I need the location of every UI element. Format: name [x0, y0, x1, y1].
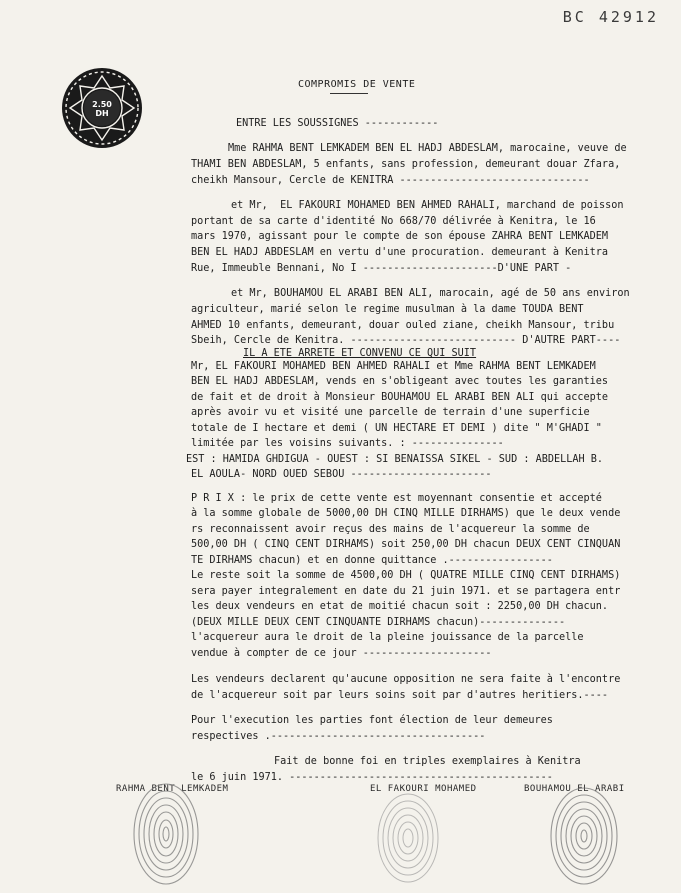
text-line: cheikh Mansour, Cercle de KENITRA -------------------------------: [191, 175, 590, 186]
text-line: rs reconnaissent avoir reçus des mains de l'acquereur la somme de: [191, 524, 590, 535]
text-line: 500,00 DH ( CINQ CENT DIRHAMS) soit 250,00 DH chacun DEUX CENT CINQUAN: [191, 539, 621, 550]
text-line: à la somme globale de 5000,00 DH CINQ MILLE DIRHAMS) que le deux vende: [191, 508, 621, 519]
text-line: et Mr, BOUHAMOU EL ARABI BEN ALI, marocain, agé de 50 ans environ: [231, 288, 630, 299]
text-line: limitée par les voisins suivants. : ---------------: [191, 438, 504, 449]
text-line: Rue, Immeuble Bennani, No I ----------------------D'UNE PART -: [191, 263, 572, 274]
text-line: totale de I hectare et demi ( UN HECTARE ET DEMI ) dite " M'GHADI ": [191, 423, 602, 434]
text-line: THAMI BEN ABDESLAM, 5 enfants, sans profession, demeurant douar Zfara,: [191, 159, 621, 170]
fingerprint-icon: [546, 782, 622, 890]
text-line: Mme RAHMA BENT LEMKADEM BEN EL HADJ ABDESLAM, marocaine, veuve de: [228, 143, 627, 154]
intro-line: ENTRE LES SOUSSIGNES ------------: [236, 118, 439, 129]
text-line: Pour l'execution les parties font élection de leur demeures: [191, 715, 553, 726]
signature-name-buyer: BOUHAMOU EL ARABI: [524, 784, 625, 794]
text-line: agriculteur, marié selon le regime musulman à la dame TOUDA BENT: [191, 304, 584, 315]
text-line: Les vendeurs declarent qu'aucune opposition ne sera faite à l'encontre: [191, 674, 621, 685]
text-line: EST : HAMIDA GHDIGUA - OUEST : SI BENAISSA SIKEL - SUD : ABDELLAH B.: [186, 454, 604, 465]
signature-name-seller-1: RAHMA BENT LEMKADEM: [116, 784, 229, 794]
text-line: portant de sa carte d'identité No 668/70 délivrée à Kenitra, le 16: [191, 216, 596, 227]
text-line: Mr, EL FAKOURI MOHAMED BEN AHMED RAHALI et Mme RAHMA BENT LEMKADEM: [191, 361, 596, 372]
text-line: Sbeih, Cercle de Kenitra. --------------------------- D'AUTRE PART----: [191, 335, 621, 346]
text-line: AHMED 10 enfants, demeurant, douar ouled ziane, cheikh Mansour, tribu: [191, 320, 615, 331]
text-line: l'acquereur aura le droit de la pleine jouissance de la parcelle: [191, 632, 584, 643]
text-line: de fait et de droit à Monsieur BOUHAMOU EL ARABI BEN ALI qui accepte: [191, 392, 609, 403]
text-line: EL AOULA- NORD OUED SEBOU -----------------------: [191, 469, 492, 480]
text-line: sera payer integralement en date du 21 juin 1971. et se partagera entr: [191, 586, 621, 597]
text-line: (DEUX MILLE DEUX CENT CINQUANTE DIRHAMS chacun)--------------: [191, 617, 566, 628]
text-line: BEN EL HADJ ABDESLAM, vends en s'obligeant avec toutes les garanties: [191, 376, 609, 387]
fiscal-stamp: [58, 64, 146, 152]
fingerprint-icon: [130, 778, 202, 888]
title-underline: [330, 93, 368, 94]
text-line: de l'acquereur soit par leurs soins soit par d'autres heritiers.----: [191, 690, 609, 701]
text-line: mars 1970, agissant pour le compte de son épouse ZAHRA BENT LEMKADEM: [191, 231, 609, 242]
signature-name-seller-2: EL FAKOURI MOHAMED: [370, 784, 477, 794]
text-line: BEN EL HADJ ABDESLAM en vertu d'une procuration. demeurant à Kenitra: [191, 247, 609, 258]
text-line: Fait de bonne foi en triples exemplaires à Kenitra: [274, 756, 581, 767]
text-line: respectives .-----------------------------------: [191, 731, 486, 742]
text-line: vendue à compter de ce jour ---------------------: [191, 648, 492, 659]
fingerprint-icon: [372, 786, 444, 886]
text-line: et Mr, EL FAKOURI MOHAMED BEN AHMED RAHALI, marchand de poisson: [231, 200, 624, 211]
stamp-value: 2.50 DH: [92, 100, 112, 118]
date-line: le 6 juin 1971. -------------------------------------------: [191, 772, 553, 783]
document-title: COMPROMIS DE VENTE: [298, 79, 416, 90]
price-line: P R I X : le prix de cette vente est moyennant consentie et accepté: [191, 493, 602, 504]
text-line: Le reste soit la somme de 4500,00 DH ( QUATRE MILLE CINQ CENT DIRHAMS): [191, 570, 621, 581]
text-line: les deux vendeurs en etat de moitié chacun soit : 2250,00 DH chacun.: [191, 601, 609, 612]
text-line: après avoir vu et visité une parcelle de terrain d'une superficie: [191, 407, 590, 418]
text-line: TE DIRHAMS chacun) et en donne quittance .-----------------: [191, 555, 553, 566]
reference-number: BC 42912: [562, 8, 659, 26]
section-heading: IL A ETE ARRETE ET CONVENU CE QUI SUIT: [243, 348, 477, 359]
